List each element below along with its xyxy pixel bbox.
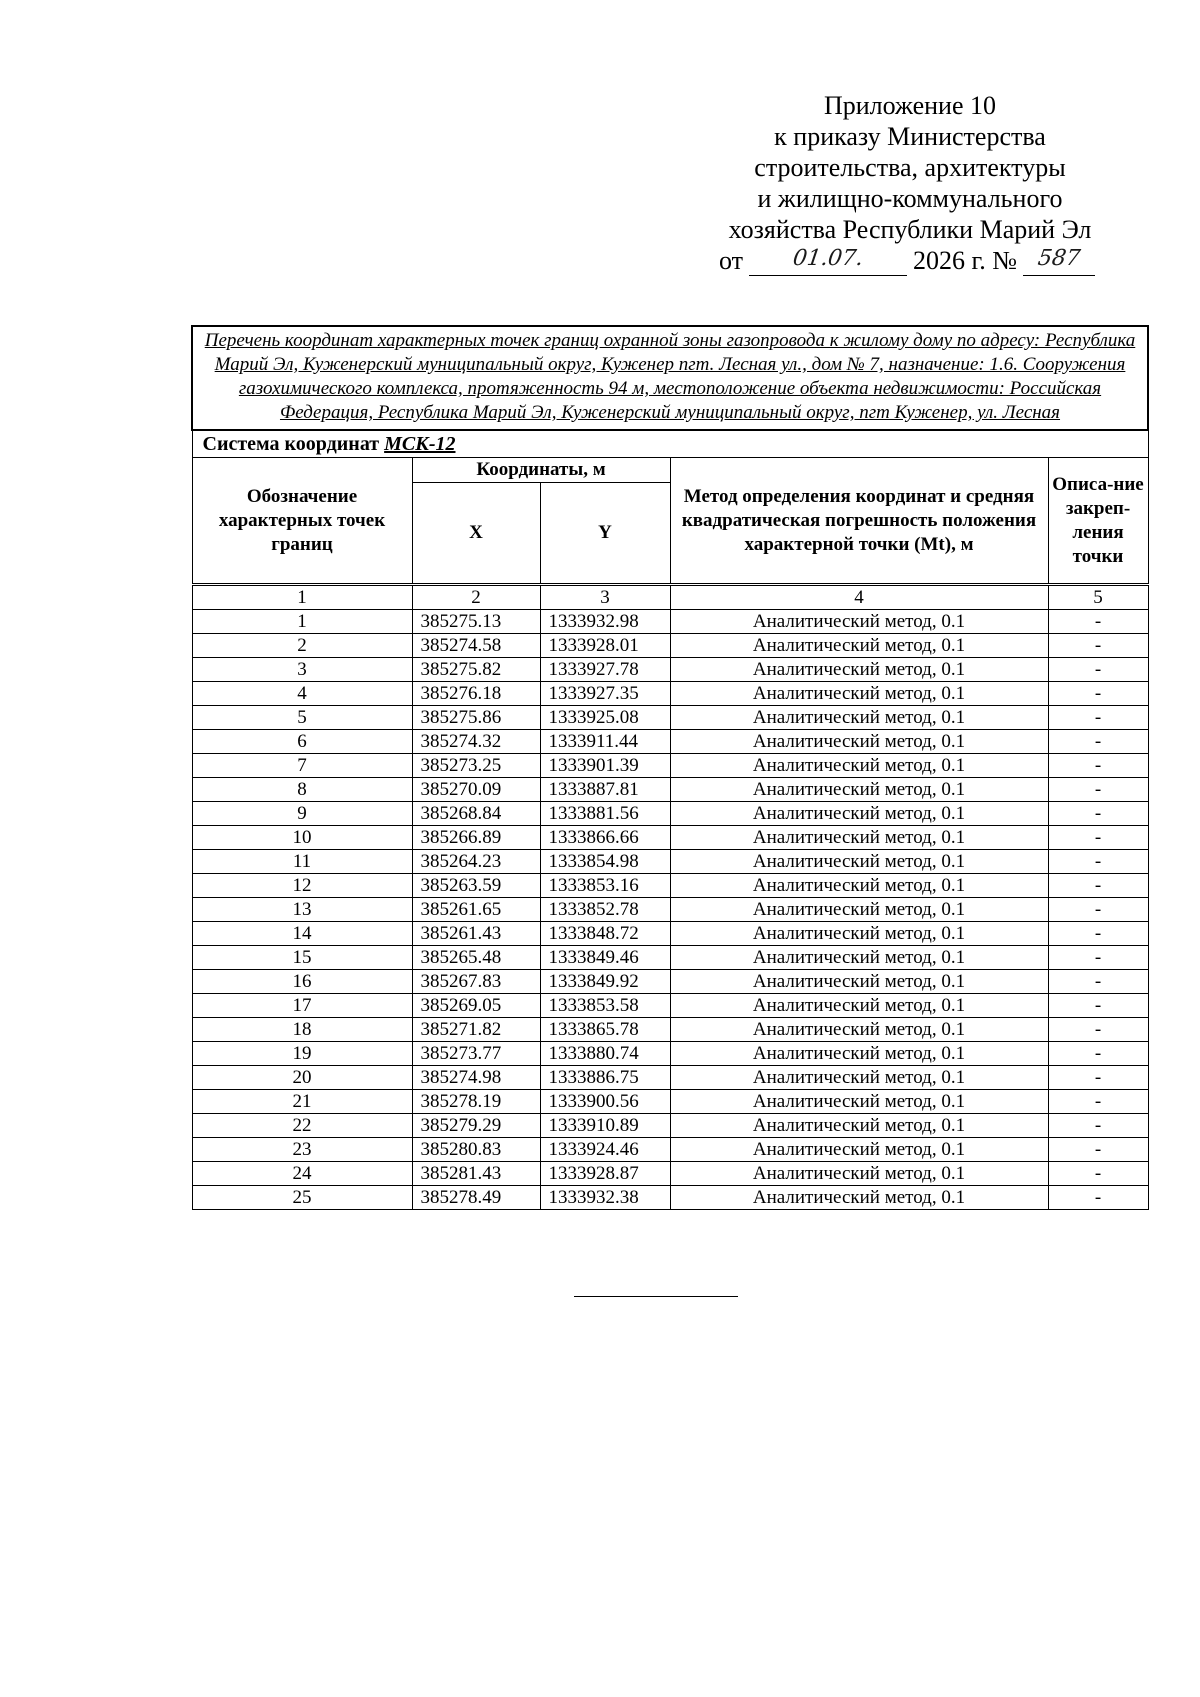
fixing-description-cell: -: [1048, 970, 1148, 994]
col-number: 2: [412, 585, 540, 610]
y-coordinate-cell: 1333927.78: [540, 658, 670, 682]
fixing-description-cell: -: [1048, 658, 1148, 682]
y-coordinate-cell: 1333848.72: [540, 922, 670, 946]
handwritten-number: 587: [1036, 246, 1082, 271]
table-row: [192, 994, 1148, 1018]
method-cell: Аналитический метод, 0.1: [670, 682, 1048, 706]
table-row: [192, 802, 1148, 826]
y-coordinate-cell: 1333849.92: [540, 970, 670, 994]
fixing-description-cell: -: [1048, 610, 1148, 634]
x-coordinate-cell: 385263.59: [412, 874, 540, 898]
table-row: [192, 1114, 1148, 1138]
fixing-description-cell: -: [1048, 898, 1148, 922]
fixing-description-cell: -: [1048, 754, 1148, 778]
col-number: 1: [192, 585, 412, 610]
coordinate-system-row: [192, 430, 1148, 458]
point-number-cell: 9: [192, 802, 412, 826]
coordinate-system-value: МСК-12: [384, 432, 456, 455]
number-blank: [1023, 247, 1095, 276]
method-cell: Аналитический метод, 0.1: [670, 970, 1048, 994]
table-row: [192, 634, 1148, 658]
col-header-x: X: [412, 483, 540, 585]
col-number: 4: [670, 585, 1048, 610]
y-coordinate-cell: 1333910.89: [540, 1114, 670, 1138]
fixing-description-cell: -: [1048, 1138, 1148, 1162]
x-coordinate-cell: 385273.77: [412, 1042, 540, 1066]
y-coordinate-cell: 1333880.74: [540, 1042, 670, 1066]
x-coordinate-cell: 385275.86: [412, 706, 540, 730]
x-coordinate-cell: 385276.18: [412, 682, 540, 706]
fixing-description-cell: -: [1048, 922, 1148, 946]
fixing-description-cell: -: [1048, 874, 1148, 898]
header-line-order: к приказу Министерства: [774, 122, 1046, 151]
x-coordinate-cell: 385270.09: [412, 778, 540, 802]
table-row: [192, 1162, 1148, 1186]
col-number: 3: [540, 585, 670, 610]
method-cell: Аналитический метод, 0.1: [670, 610, 1048, 634]
col-header-desc: Описа-ние закреп-ления точки: [1048, 458, 1148, 585]
coordinates-table: [191, 325, 1149, 1210]
fixing-description-cell: -: [1048, 1114, 1148, 1138]
point-number-cell: 17: [192, 994, 412, 1018]
header-line-republic: хозяйства Республики Марий Эл: [728, 215, 1092, 244]
point-number-cell: 2: [192, 634, 412, 658]
col-number: 5: [1048, 585, 1148, 610]
x-coordinate-cell: 385274.98: [412, 1066, 540, 1090]
y-coordinate-cell: 1333911.44: [540, 730, 670, 754]
col-header-point: Обозначение характерных точек границ: [192, 458, 412, 585]
fixing-description-cell: -: [1048, 778, 1148, 802]
method-cell: Аналитический метод, 0.1: [670, 658, 1048, 682]
y-coordinate-cell: 1333881.56: [540, 802, 670, 826]
fixing-description-cell: -: [1048, 850, 1148, 874]
table-row: [192, 1018, 1148, 1042]
point-number-cell: 14: [192, 922, 412, 946]
x-coordinate-cell: 385266.89: [412, 826, 540, 850]
method-cell: Аналитический метод, 0.1: [670, 706, 1048, 730]
table-title: Перечень координат характерных точек границ охранной зоны газопровода к жилому дому по адресу: Республика Марий Эл, Куженерский муниципальный округ, Куженер пгт. Лесная ул., дом № 7, назначение: 1.6. Сооружения газохимического комплекса, протяженность 94 м, местоположение объекта недвижимости: Российская Федерация, Республика Марий Эл, Куженерский муниципальный округ, пгт Куженер, ул. Лесная: [192, 326, 1148, 430]
point-number-cell: 7: [192, 754, 412, 778]
point-number-cell: 25: [192, 1186, 412, 1210]
table-row: [192, 946, 1148, 970]
fixing-description-cell: -: [1048, 994, 1148, 1018]
appendix-title: Приложение 10: [823, 91, 997, 120]
fixing-description-cell: -: [1048, 682, 1148, 706]
handwritten-date: 01.07.: [791, 246, 865, 271]
method-cell: Аналитический метод, 0.1: [670, 1066, 1048, 1090]
table-row: [192, 850, 1148, 874]
col-header-coords: Координаты, м: [412, 458, 670, 483]
x-coordinate-cell: 385273.25: [412, 754, 540, 778]
point-number-cell: 10: [192, 826, 412, 850]
from-label: от: [718, 246, 743, 275]
y-coordinate-cell: 1333865.78: [540, 1018, 670, 1042]
x-coordinate-cell: 385261.65: [412, 898, 540, 922]
coordinate-system: [192, 430, 1148, 458]
x-coordinate-cell: 385280.83: [412, 1138, 540, 1162]
x-coordinate-cell: 385274.32: [412, 730, 540, 754]
x-coordinate-cell: 385278.19: [412, 1090, 540, 1114]
point-number-cell: 22: [192, 1114, 412, 1138]
method-cell: Аналитический метод, 0.1: [670, 874, 1048, 898]
fixing-description-cell: -: [1048, 1066, 1148, 1090]
fixing-description-cell: -: [1048, 1162, 1148, 1186]
header-line-housing: и жилищно-коммунального: [757, 184, 1063, 213]
table-row: [192, 706, 1148, 730]
method-cell: Аналитический метод, 0.1: [670, 1162, 1048, 1186]
fixing-description-cell: -: [1048, 730, 1148, 754]
point-number-cell: 21: [192, 1090, 412, 1114]
table-row: [192, 1090, 1148, 1114]
table-row: [192, 610, 1148, 634]
y-coordinate-cell: 1333866.66: [540, 826, 670, 850]
x-coordinate-cell: 385275.82: [412, 658, 540, 682]
y-coordinate-cell: 1333932.38: [540, 1186, 670, 1210]
method-cell: Аналитический метод, 0.1: [670, 778, 1048, 802]
x-coordinate-cell: 385271.82: [412, 1018, 540, 1042]
y-coordinate-cell: 1333925.08: [540, 706, 670, 730]
point-number-cell: 4: [192, 682, 412, 706]
method-cell: Аналитический метод, 0.1: [670, 802, 1048, 826]
method-cell: Аналитический метод, 0.1: [670, 946, 1048, 970]
point-number-cell: 15: [192, 946, 412, 970]
method-cell: Аналитический метод, 0.1: [670, 1114, 1048, 1138]
x-coordinate-cell: 385268.84: [412, 802, 540, 826]
method-cell: Аналитический метод, 0.1: [670, 634, 1048, 658]
y-coordinate-cell: 1333924.46: [540, 1138, 670, 1162]
table-row: [192, 922, 1148, 946]
y-coordinate-cell: 1333854.98: [540, 850, 670, 874]
point-number-cell: 6: [192, 730, 412, 754]
method-cell: Аналитический метод, 0.1: [670, 1138, 1048, 1162]
method-cell: Аналитический метод, 0.1: [670, 1186, 1048, 1210]
header-line-ministry: строительства, архитектуры: [754, 153, 1066, 182]
point-number-cell: 23: [192, 1138, 412, 1162]
table-row: [192, 1066, 1148, 1090]
method-cell: Аналитический метод, 0.1: [670, 922, 1048, 946]
y-coordinate-cell: 1333853.58: [540, 994, 670, 1018]
x-coordinate-cell: 385261.43: [412, 922, 540, 946]
table-row: [192, 1138, 1148, 1162]
fixing-description-cell: -: [1048, 802, 1148, 826]
fixing-description-cell: -: [1048, 826, 1148, 850]
y-coordinate-cell: 1333900.56: [540, 1090, 670, 1114]
table-title-row: [192, 326, 1148, 430]
header-row-1: [192, 458, 1148, 483]
x-coordinate-cell: 385267.83: [412, 970, 540, 994]
y-coordinate-cell: 1333887.81: [540, 778, 670, 802]
table-row: [192, 778, 1148, 802]
table-row: [192, 826, 1148, 850]
method-cell: Аналитический метод, 0.1: [670, 1018, 1048, 1042]
y-coordinate-cell: 1333928.01: [540, 634, 670, 658]
method-cell: Аналитический метод, 0.1: [670, 1090, 1048, 1114]
fixing-description-cell: -: [1048, 946, 1148, 970]
y-coordinate-cell: 1333853.16: [540, 874, 670, 898]
table-row: [192, 1186, 1148, 1210]
method-cell: Аналитический метод, 0.1: [670, 826, 1048, 850]
method-cell: Аналитический метод, 0.1: [670, 850, 1048, 874]
point-number-cell: 18: [192, 1018, 412, 1042]
point-number-cell: 24: [192, 1162, 412, 1186]
end-rule: [574, 1296, 738, 1297]
date-blank: [749, 247, 907, 276]
y-coordinate-cell: 1333932.98: [540, 610, 670, 634]
coordinate-system-label: Система координат: [202, 432, 385, 455]
point-number-cell: 20: [192, 1066, 412, 1090]
y-coordinate-cell: 1333927.35: [540, 682, 670, 706]
fixing-description-cell: -: [1048, 1042, 1148, 1066]
x-coordinate-cell: 385265.48: [412, 946, 540, 970]
column-number-row: [192, 585, 1148, 610]
year-number-label: 2026 г. №: [912, 246, 1018, 275]
table-row: [192, 874, 1148, 898]
y-coordinate-cell: 1333901.39: [540, 754, 670, 778]
y-coordinate-cell: 1333886.75: [540, 1066, 670, 1090]
fixing-description-cell: -: [1048, 1186, 1148, 1210]
fixing-description-cell: -: [1048, 1018, 1148, 1042]
y-coordinate-cell: 1333928.87: [540, 1162, 670, 1186]
x-coordinate-cell: 385278.49: [412, 1186, 540, 1210]
table-row: [192, 682, 1148, 706]
method-cell: Аналитический метод, 0.1: [670, 898, 1048, 922]
x-coordinate-cell: 385274.58: [412, 634, 540, 658]
fixing-description-cell: -: [1048, 634, 1148, 658]
point-number-cell: 1: [192, 610, 412, 634]
y-coordinate-cell: 1333849.46: [540, 946, 670, 970]
method-cell: Аналитический метод, 0.1: [670, 994, 1048, 1018]
col-header-method: Метод определения координат и средняя квадратическая погрешность положения характерной точки (Mt), м: [670, 458, 1048, 585]
point-number-cell: 5: [192, 706, 412, 730]
x-coordinate-cell: 385264.23: [412, 850, 540, 874]
table-body: [192, 610, 1148, 1210]
table-row: [192, 898, 1148, 922]
method-cell: Аналитический метод, 0.1: [670, 754, 1048, 778]
x-coordinate-cell: 385269.05: [412, 994, 540, 1018]
method-cell: Аналитический метод, 0.1: [670, 730, 1048, 754]
point-number-cell: 3: [192, 658, 412, 682]
col-header-y: Y: [540, 483, 670, 585]
point-number-cell: 8: [192, 778, 412, 802]
point-number-cell: 13: [192, 898, 412, 922]
order-date-number-line: [700, 245, 1120, 276]
x-coordinate-cell: 385281.43: [412, 1162, 540, 1186]
table-row: [192, 1042, 1148, 1066]
point-number-cell: 12: [192, 874, 412, 898]
table-row: [192, 658, 1148, 682]
x-coordinate-cell: 385275.13: [412, 610, 540, 634]
table-row: [192, 754, 1148, 778]
point-number-cell: 11: [192, 850, 412, 874]
table-row: [192, 730, 1148, 754]
method-cell: Аналитический метод, 0.1: [670, 1042, 1048, 1066]
table-row: [192, 970, 1148, 994]
y-coordinate-cell: 1333852.78: [540, 898, 670, 922]
fixing-description-cell: -: [1048, 1090, 1148, 1114]
fixing-description-cell: -: [1048, 706, 1148, 730]
point-number-cell: 16: [192, 970, 412, 994]
x-coordinate-cell: 385279.29: [412, 1114, 540, 1138]
point-number-cell: 19: [192, 1042, 412, 1066]
appendix-header: [700, 90, 1120, 276]
